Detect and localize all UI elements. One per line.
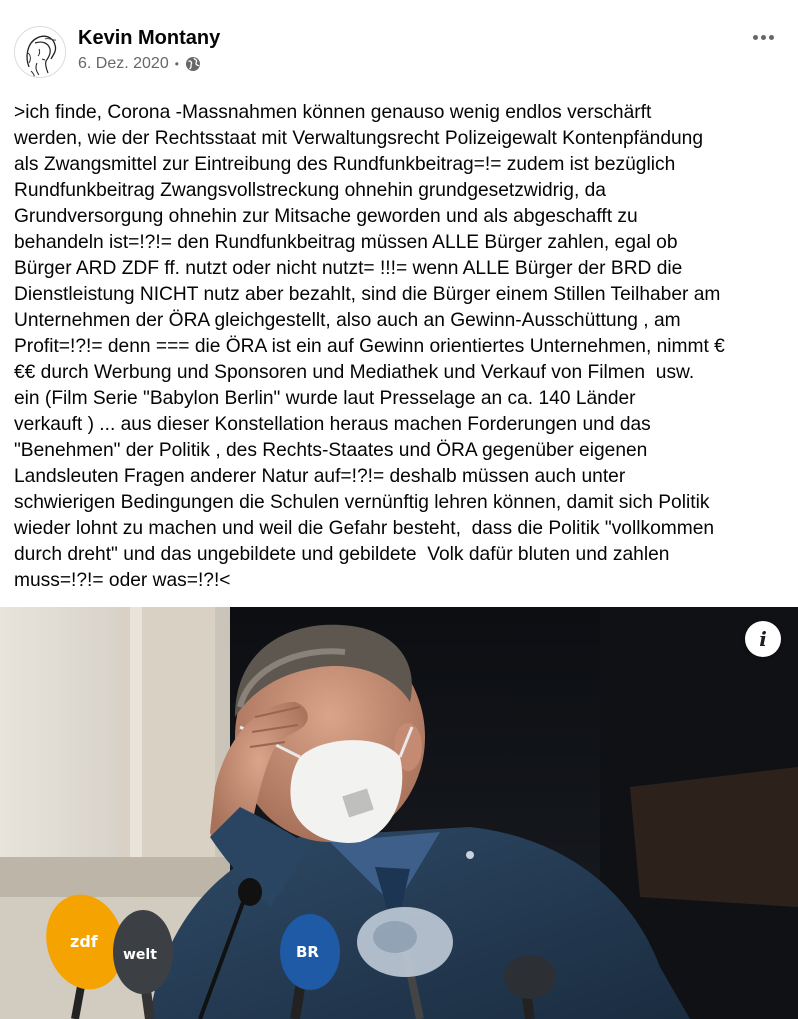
post-date[interactable]: 6. Dez. 2020 bbox=[78, 55, 169, 72]
post-text: >ich finde, Corona -Massnahmen können genauso wenig endlos verschärft werden, wie der Rechtsstaat mit Verwaltungsrecht Polizeigewalt Kontenpfändung als Zwangsmittel zur Eintreibung des Rundfunkbeitrag=!= zudem ist bezüglich Rundfunkbeitrag Zwangsvollstreckung ohnehin grundgesetzwidrig, da Grundversorgung ohnehin zur Mitsache geworden und als abgeschafft zu behandeln ist=!?!= den Rundfunkbeitrag müssen ALLE Bürger zahlen, egal ob Bürger ARD ZDF ff. nutzt oder nicht nutzt= !!!= wenn ALLE Bürger der BRD die Dienstleistung NICHT nutz aber bezahlt, sind die Bürger einem Stillen Teilhaber am Unternehmen der ÖRA gleichgestellt, also auch an Gewinn-Ausschüttung , am Profit=!?!= denn === die ÖRA ist ein auf Gewinn orientiertes Unternehmen, nimmt € €€ durch Werbung und Sponsoren und Mediathek und Verkauf von Filmen usw. ein (Film Serie "Babylon Berlin" wurde laut Presselage an ca. 140 Länder verkauft ) ... aus dieser Konstellation heraus machen Forderungen und das "Benehmen" der Politik , des Rechts-Staates und ÖRA gegenüber eigenen Landsleuten Fragen anderer Natur auf=!?!= deshalb müssen auch unter schwierigen Bedingungen die Schulen vernünftig lehren können, damit sich Politik wieder lohnt zu machen und weil die Gefahr besteht, dass die Politik "vollkommen durch dreht" und das ungebildete und gebildete Volk dafür bluten und zahlen muss=!?!= oder was=!?!< bbox=[14, 102, 725, 591]
post-photo[interactable] bbox=[0, 607, 798, 1019]
author-name[interactable]: Kevin Montany bbox=[78, 27, 221, 49]
meta-separator: • bbox=[174, 57, 179, 71]
globe-icon bbox=[185, 56, 201, 72]
more-options-icon[interactable] bbox=[747, 26, 779, 48]
press-conference-photo bbox=[0, 607, 798, 1019]
sketch-portrait-avatar-icon bbox=[15, 27, 66, 78]
author-avatar[interactable] bbox=[14, 26, 66, 78]
svg-text:welt: welt bbox=[123, 947, 157, 963]
svg-text:zdf: zdf bbox=[70, 932, 98, 951]
svg-text:BR: BR bbox=[296, 943, 319, 961]
info-icon[interactable]: i bbox=[745, 621, 781, 657]
post-meta bbox=[78, 55, 201, 73]
post-header bbox=[0, 0, 798, 90]
